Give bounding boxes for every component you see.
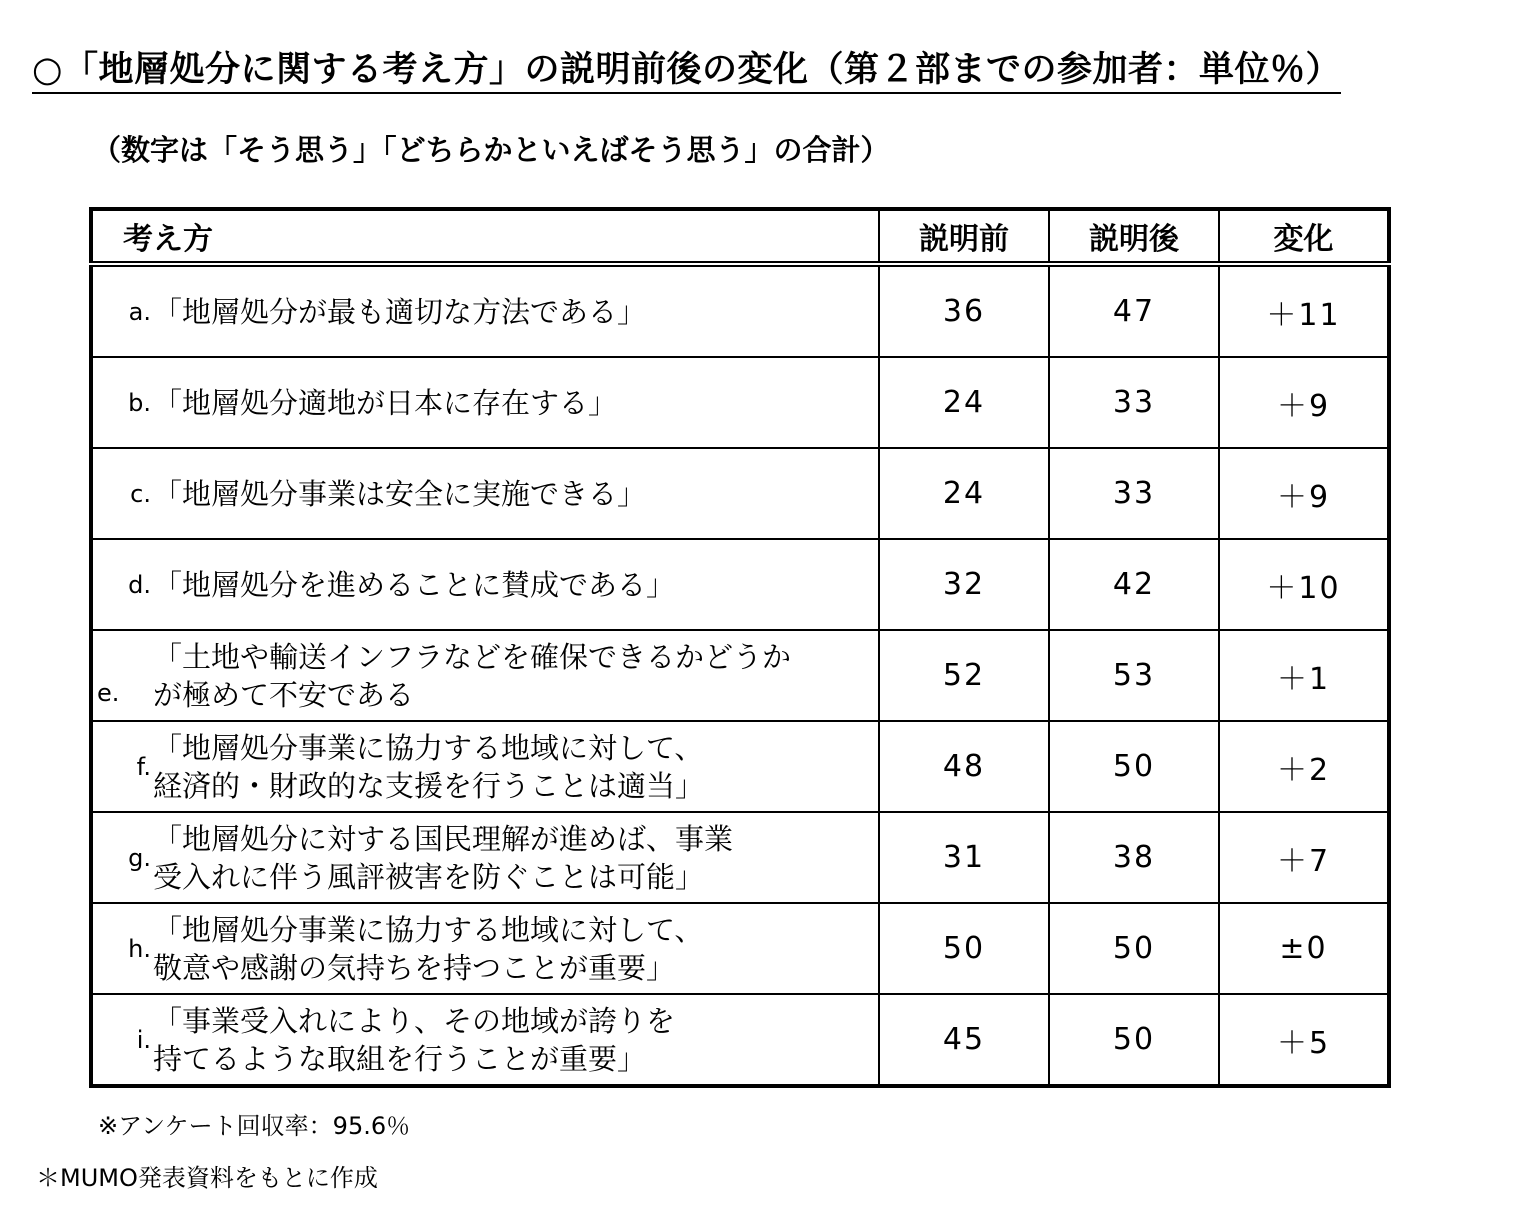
before-value: 32 bbox=[879, 539, 1049, 630]
before-value: 36 bbox=[879, 264, 1049, 357]
change-value: ＋7 bbox=[1219, 812, 1389, 903]
statement-cell bbox=[91, 903, 879, 994]
statement-cell bbox=[91, 630, 879, 721]
after-value: 33 bbox=[1049, 448, 1219, 539]
row-statement: 「地層処分が最も適切な方法である」 bbox=[153, 294, 647, 329]
before-value: 45 bbox=[879, 994, 1049, 1086]
table-row bbox=[91, 264, 1389, 357]
row-statement: 「事業受入れにより、その地域が誇りを 持てるような取組を行うことが重要」 bbox=[153, 1003, 676, 1076]
row-letter: f. bbox=[136, 752, 151, 781]
row-statement: 「土地や輸送インフラなどを確保できるかどうか が極めて不安である bbox=[153, 639, 792, 712]
table-row bbox=[91, 448, 1389, 539]
after-value: 38 bbox=[1049, 812, 1219, 903]
after-value: 50 bbox=[1049, 903, 1219, 994]
change-value: ＋5 bbox=[1219, 994, 1389, 1086]
page-subtitle: （数字は「そう思う」「どちらかといえばそう思う」の合計） bbox=[92, 133, 890, 167]
row-letter: c. bbox=[130, 479, 151, 508]
row-letter: g. bbox=[128, 843, 151, 872]
row-statement: 「地層処分を進めることに賛成である」 bbox=[153, 567, 676, 602]
before-value: 24 bbox=[879, 357, 1049, 448]
before-value: 52 bbox=[879, 630, 1049, 721]
source-note: ＊MUMO発表資料をもとに作成 bbox=[36, 1164, 378, 1192]
header-after: 説明後 bbox=[1049, 209, 1219, 264]
row-letter: e. bbox=[97, 679, 120, 707]
before-value: 24 bbox=[879, 448, 1049, 539]
change-value: ＋11 bbox=[1219, 264, 1389, 357]
statement-cell bbox=[91, 721, 879, 812]
before-value: 31 bbox=[879, 812, 1049, 903]
change-value: ＋2 bbox=[1219, 721, 1389, 812]
before-value: 50 bbox=[879, 903, 1049, 994]
row-letter: b. bbox=[128, 388, 151, 417]
response-rate-note: ※アンケート回収率：95.6％ bbox=[98, 1112, 411, 1140]
before-value: 48 bbox=[879, 721, 1049, 812]
survey-table bbox=[89, 207, 1391, 1088]
statement-cell bbox=[91, 264, 879, 357]
after-value: 47 bbox=[1049, 264, 1219, 357]
header-concept: 考え方 bbox=[91, 209, 879, 264]
after-value: 42 bbox=[1049, 539, 1219, 630]
statement-cell bbox=[91, 539, 879, 630]
row-letter: h. bbox=[128, 934, 151, 963]
change-value: ＋9 bbox=[1219, 357, 1389, 448]
row-statement: 「地層処分に対する国民理解が進めば、事業 受入れに伴う風評被害を防ぐことは可能」 bbox=[153, 821, 734, 894]
header-change: 変化 bbox=[1219, 209, 1389, 264]
row-statement: 「地層処分事業は安全に実施できる」 bbox=[153, 476, 647, 511]
row-letter: i. bbox=[136, 1025, 151, 1054]
table-row bbox=[91, 630, 1389, 721]
change-value: ＋10 bbox=[1219, 539, 1389, 630]
row-statement: 「地層処分事業に協力する地域に対して、 経済的・財政的な支援を行うことは適当」 bbox=[153, 730, 705, 803]
table-row bbox=[91, 994, 1389, 1086]
change-value: ±0 bbox=[1219, 903, 1389, 994]
after-value: 33 bbox=[1049, 357, 1219, 448]
statement-cell bbox=[91, 357, 879, 448]
table-header-row bbox=[91, 209, 1389, 264]
table-row bbox=[91, 357, 1389, 448]
table-row bbox=[91, 903, 1389, 994]
after-value: 53 bbox=[1049, 630, 1219, 721]
table-row bbox=[91, 721, 1389, 812]
row-letter: a. bbox=[128, 297, 151, 326]
change-value: ＋9 bbox=[1219, 448, 1389, 539]
change-value: ＋1 bbox=[1219, 630, 1389, 721]
statement-cell bbox=[91, 448, 879, 539]
page-title: ○「地層処分に関する考え方」の説明前後の変化（第２部までの参加者：単位％） bbox=[32, 48, 1341, 94]
row-statement: 「地層処分適地が日本に存在する」 bbox=[153, 385, 618, 420]
row-letter: d. bbox=[128, 570, 151, 599]
statement-cell bbox=[91, 812, 879, 903]
header-before: 説明前 bbox=[879, 209, 1049, 264]
table-row bbox=[91, 812, 1389, 903]
table-row bbox=[91, 539, 1389, 630]
row-statement: 「地層処分事業に協力する地域に対して、 敬意や感謝の気持ちを持つことが重要」 bbox=[153, 912, 704, 985]
after-value: 50 bbox=[1049, 994, 1219, 1086]
after-value: 50 bbox=[1049, 721, 1219, 812]
statement-cell bbox=[91, 994, 879, 1086]
